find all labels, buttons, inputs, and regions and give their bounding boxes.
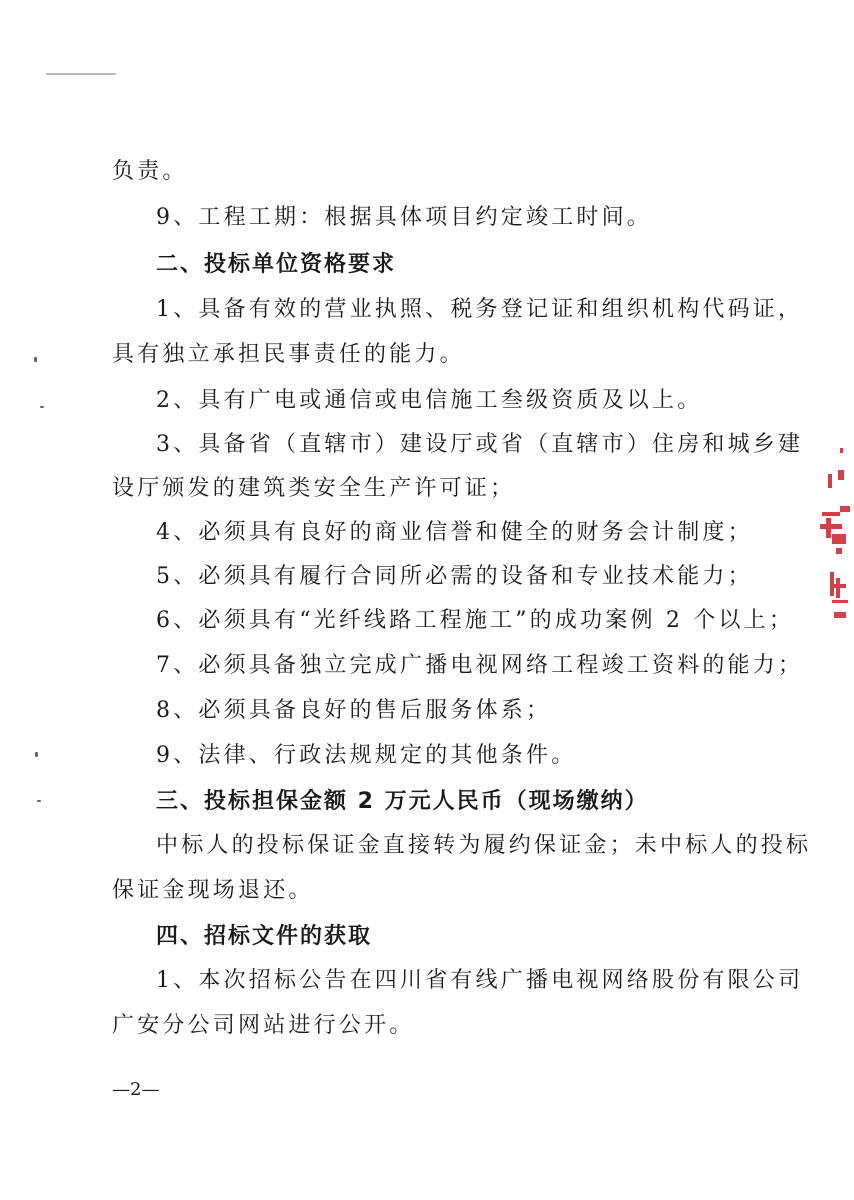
seal-stamp-fragment [814,440,854,630]
text-line: 9、工程工期：根据具体项目约定竣工时间。 [156,205,652,230]
text-line: 7、必须具备独立完成广播电视网络工程竣工资料的能力； [156,653,804,678]
text-line: 广安分公司网站进行公开。 [112,1013,415,1038]
text-line: 1、本次招标公告在四川省有线广播电视网络股份有限公司 [156,968,804,993]
text-line: 具有独立承担民事责任的能力。 [112,342,465,367]
scan-mark [40,406,44,408]
text-line: 设厅颁发的建筑类安全生产许可证； [112,476,516,501]
section-heading: 四、招标文件的获取 [156,924,373,949]
text-line: 2、具有广电或通信或电信施工叁级资质及以上。 [156,388,703,413]
text-line: 中标人的投标保证金直接转为履约保证金；未中标人的投标 [156,833,812,858]
section-heading: 二、投标单位资格要求 [156,252,397,277]
scan-mark [35,752,38,757]
text-line: 1、具备有效的营业执照、税务登记证和组织机构代码证， [156,297,804,322]
page-number: —2— [112,1079,160,1100]
text-line: 负责。 [112,159,188,184]
scan-mark [34,357,37,362]
text-line: 3、具备省（直辖市）建设厅或省（直辖市）住房和城乡建 [156,432,804,457]
scan-mark [46,73,116,75]
section-heading: 三、投标担保金额 2 万元人民币（现场缴纳） [156,789,649,814]
text-line: 保证金现场退还。 [112,878,314,903]
text-line: 4、必须具有良好的商业信誉和健全的财务会计制度； [156,520,753,545]
text-line: 8、必须具备良好的售后服务体系； [156,698,552,723]
text-line: 9、法律、行政法规规定的其他条件。 [156,743,577,768]
scan-mark [37,800,41,802]
text-line: 5、必须具有履行合同所必需的设备和专业技术能力； [156,564,753,589]
text-line: 6、必须具有“光纤线路工程施工”的成功案例 2 个以上； [156,608,795,633]
